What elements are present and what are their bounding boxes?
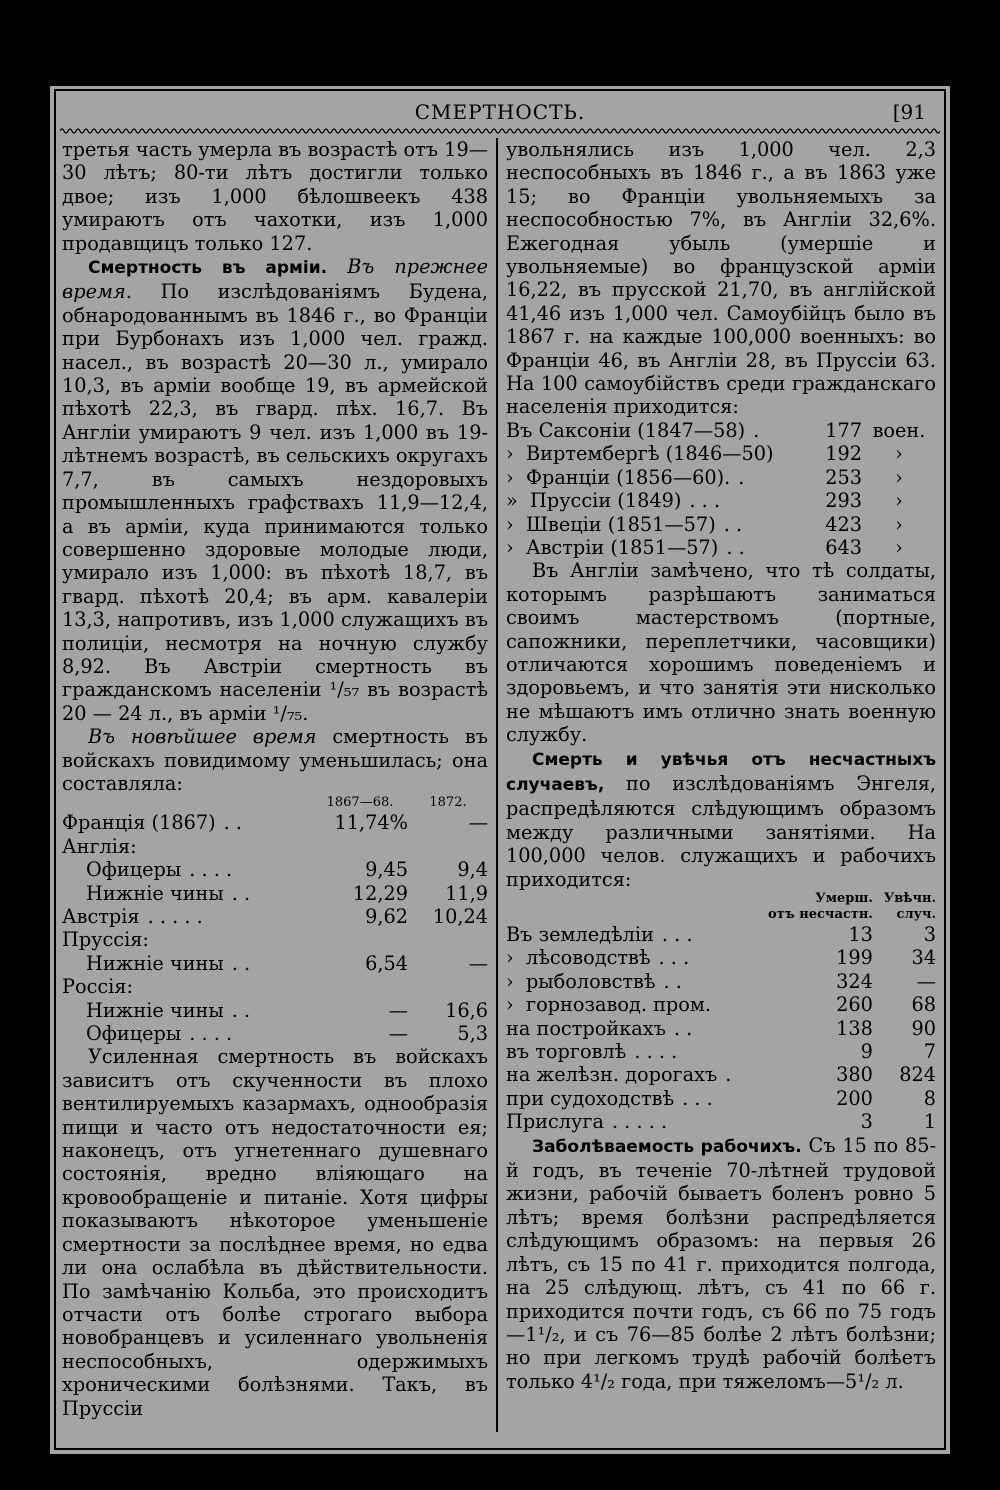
paragraph	[506, 747, 936, 891]
row-label-cell	[506, 442, 802, 465]
right-column	[506, 138, 936, 1393]
leader-dots: . .	[223, 811, 243, 835]
table-row	[506, 970, 936, 993]
accident-table	[506, 891, 936, 1134]
row-label: Въ земледѣліи	[506, 923, 654, 946]
leader-dots: . .	[231, 951, 251, 975]
row-label-cell	[506, 1040, 768, 1063]
table-row	[506, 1110, 936, 1133]
leader-dots: . .	[673, 1016, 693, 1040]
row-label-cell	[506, 970, 768, 993]
left-column	[62, 138, 488, 1420]
row-label: › Франціи (1856—60).	[506, 465, 731, 489]
row-label-cell	[506, 466, 802, 489]
table-row	[506, 1017, 936, 1040]
deaths-value: 138	[836, 1016, 873, 1040]
column-header: Увѣчн.	[883, 891, 936, 906]
table-row	[506, 923, 936, 946]
deaths-value: 260	[836, 993, 873, 1017]
table-row	[506, 1087, 936, 1110]
column-header: 1867—68.	[326, 795, 394, 811]
unit-label: ›	[895, 442, 903, 466]
frame-left-rule	[54, 89, 56, 1450]
page-number: [91	[892, 100, 926, 124]
leader-dots: .	[738, 465, 745, 489]
deaths-value: 199	[836, 946, 873, 970]
row-label: › Виртембергѣ (1846—50)	[506, 442, 774, 466]
table-row	[62, 882, 488, 905]
row-label-cell	[62, 952, 312, 975]
row-label-cell	[506, 489, 802, 512]
row-label: Нижніе чины	[86, 998, 224, 1022]
table-row	[506, 536, 936, 559]
column-header: 1872.	[429, 795, 467, 811]
leader-dots: . . .	[689, 489, 721, 513]
row-label: Нижніе чины	[86, 951, 224, 975]
suicide-value: 192	[825, 442, 862, 466]
table-row	[62, 905, 488, 928]
row-label: › Австріи (1851—57)	[506, 535, 719, 559]
unit-label: ›	[895, 489, 903, 513]
italic-phrase: Въ прежнее время.	[62, 255, 488, 304]
leader-dots: . .	[231, 881, 251, 905]
leader-dots: . . . .	[634, 1040, 678, 1064]
value-1872	[408, 835, 488, 858]
table-row	[62, 928, 488, 951]
deaths-value: 200	[836, 1086, 873, 1110]
frame-right-rule	[944, 89, 946, 1450]
table-row	[62, 975, 488, 998]
value-1867: 12,29	[352, 881, 408, 905]
row-label-cell	[62, 1022, 312, 1045]
leader-dots: .	[753, 418, 760, 442]
table-row	[506, 489, 936, 512]
value-1867: —	[388, 1022, 408, 1046]
italic-phrase: Въ новѣйшее время	[88, 725, 317, 749]
leader-dots: . . .	[661, 923, 693, 946]
paragraph-text: по изслѣдованіямъ Энгеля, распредѣляются слѣдующимъ образомъ между различными занятіями. На 100,000 челов. служащихъ и рабочихъ приходится:	[506, 771, 936, 891]
suicide-table	[506, 419, 936, 559]
table-row	[62, 811, 488, 834]
row-label-cell	[62, 905, 312, 928]
row-label: на желѣзн. дорогахъ	[506, 1063, 718, 1087]
paragraph: Въ Англіи замѣчено, что тѣ солдаты, которымъ разрѣшаютъ заниматься своимъ мастерствомъ (портные, сапожники, переплетчики, часовщики) отличаются хорошимъ поведеніемъ и здоровьемъ, и что занятія эти нисколько не мѣшаютъ имъ отлично знать военную службу.	[506, 559, 936, 747]
table-row	[506, 1040, 936, 1063]
leader-dots: . . .	[658, 946, 690, 970]
leader-dots: .	[725, 1063, 732, 1087]
row-label-cell	[62, 975, 312, 998]
value-1872	[408, 975, 488, 998]
column-header: отъ несчастн.	[768, 907, 873, 922]
suicide-value: 423	[825, 512, 862, 536]
table-row	[62, 835, 488, 858]
table-row	[62, 1022, 488, 1045]
row-label-cell	[506, 993, 768, 1016]
suicide-value: 177	[825, 418, 862, 442]
leader-dots: . .	[663, 969, 682, 993]
deaths-value: 324	[836, 969, 873, 993]
page-title: СМЕРТНОСТЬ.	[414, 100, 586, 124]
injuries-value: 1	[923, 1110, 936, 1134]
leader-dots: . . . . .	[147, 905, 203, 928]
deaths-value: 3	[860, 1110, 873, 1134]
value-1872: 9,4	[457, 858, 488, 882]
row-label: Россія:	[62, 975, 134, 999]
leader-dots: . . . . .	[612, 1110, 668, 1134]
leader-dots: . . . .	[189, 858, 233, 882]
injuries-value: 90	[911, 1016, 936, 1040]
row-label: Нижніе чины	[86, 881, 224, 905]
paragraph	[62, 725, 488, 795]
value-1872: 10,24	[432, 905, 488, 928]
injuries-value: 3	[923, 923, 936, 946]
row-label: Австрія	[62, 905, 140, 928]
row-label: Въ Саксоніи (1847—58)	[506, 418, 746, 442]
table-row	[506, 946, 936, 969]
table-row	[62, 999, 488, 1022]
paragraph-text: смертность въ войскахъ повидимому уменьшилась; она составляла:	[62, 725, 488, 795]
leader-dots: . . . .	[189, 1022, 233, 1046]
row-label-cell	[506, 1063, 768, 1086]
paragraph: Усиленная смертность въ войскахъ зависитъ отъ скученности въ плохо вентилируемыхъ казармахъ, однообразія пищи и часто отъ недостаточности ея; наконецъ, отъ угнетеннаго душевнаго состоянія, вредно вліяющаго на кровообращеніе и питаніе. Хотя цифры показываютъ нѣкоторое уменьшеніе смертности за послѣднее время, но едва ли она ослабѣла въ дѣйствительности. По замѣчанію Кольба, это происходитъ отчасти отъ болѣе строгаго выбора новобранцевъ и усиленнаго увольненія неспособныхъ, одержимыхъ хроническими болѣзнями. Такъ, въ Пруссіи	[62, 1045, 488, 1420]
value-1867	[312, 975, 408, 998]
column-header: Умерш.	[815, 891, 873, 906]
row-label-cell	[62, 882, 312, 905]
book-page	[50, 86, 950, 1454]
value-1872: 11,9	[445, 881, 488, 905]
table-row	[506, 442, 936, 465]
deaths-value: 13	[848, 923, 873, 946]
unit-label: воен.	[872, 418, 926, 442]
paragraph: третья часть умерла въ возрастѣ отъ 19—30 лѣтъ; 80-ти лѣтъ достигли только двое; изъ 1,000 бѣлошвеекъ 438 умираютъ отъ чахотки, изъ 1,000 продавщицъ только 127.	[62, 138, 488, 255]
row-label: Офицеры	[86, 858, 182, 882]
row-label-cell	[506, 1087, 768, 1110]
row-label-cell	[506, 1110, 768, 1133]
frame-bottom-rule	[54, 1448, 946, 1450]
value-1867: 9,45	[365, 858, 408, 882]
row-label-cell	[506, 536, 802, 559]
paragraph-text: Съ 15 по 85-й годъ, въ теченіе 70-лѣтней трудовой жизни, рабочій бываетъ боленъ ровно 5 лѣтъ; время болѣзни распредѣляется слѣдующимъ образомъ: на первыя 26 лѣтъ, съ 15 по 41 г. приходится полгода, на 25 слѣдующ. лѣтъ, съ 41 по 66 г. приходится почти годъ, съ 66 по 75 годъ—1¹/₂, и съ 76—85 болѣе 2 лѣтъ болѣзни; но при легкомъ трудѣ рабочій болѣетъ только 4¹/₂ года, при тяжеломъ—5¹/₂ л.	[506, 1133, 936, 1393]
row-label-cell	[506, 513, 802, 536]
injuries-value: 34	[911, 946, 936, 970]
row-label-cell	[506, 1017, 768, 1040]
injuries-value: 824	[899, 1063, 936, 1087]
row-label: Франція (1867)	[62, 811, 216, 835]
table-row	[506, 466, 936, 489]
table-row	[62, 952, 488, 975]
unit-label: ›	[895, 512, 903, 536]
injuries-value: —	[916, 969, 936, 993]
value-1872: 16,6	[445, 998, 488, 1022]
paragraph: увольнялись изъ 1,000 чел. 2,3 неспособныхъ въ 1846 г., а въ 1863 уже 15; во Франціи увольняемыхъ за неспособностью 7%, въ Англіи 32,6%. Ежегодная убыль (умершіе и увольняемые) во французской арміи 16,22, въ прусской 21,70, въ англійской 41,46 изъ 1,000 чел. Самоубійцъ было въ 1867 г. на каждые 100,000 военныхъ: во Франціи 46, въ Англіи 28, въ Пруссіи 63. На 100 самоубійствъ среди гражданскаго населенія приходится:	[506, 138, 936, 419]
suicide-value: 253	[825, 465, 862, 489]
row-label: › лѣсоводствѣ	[506, 946, 651, 970]
leader-dots: . .	[723, 512, 743, 536]
value-1872: —	[468, 811, 488, 835]
table-row	[506, 993, 936, 1016]
section-heading: Смертность въ арміи.	[88, 258, 328, 279]
unit-label: ›	[895, 465, 903, 489]
leader-dots: . .	[231, 998, 251, 1022]
value-1867: 9,62	[365, 905, 408, 928]
leader-dots: . . .	[682, 1086, 713, 1110]
wavy-rule	[60, 126, 940, 136]
row-label: › горнозавод. пром.	[506, 993, 712, 1017]
row-label: Прислуга	[506, 1110, 604, 1134]
value-1872: 5,3	[457, 1022, 488, 1046]
row-label: » Пруссіи (1849)	[506, 489, 682, 513]
row-label: на постройкахъ	[506, 1016, 666, 1040]
row-label: при судоходствѣ	[506, 1086, 675, 1110]
value-1867: 11,74%	[334, 811, 408, 835]
frame-top-rule	[54, 89, 946, 91]
value-1867	[312, 928, 408, 951]
deaths-value: 9	[860, 1040, 873, 1064]
deaths-value: 380	[836, 1063, 873, 1087]
row-label-cell	[62, 928, 312, 951]
paragraph	[62, 255, 488, 725]
table-row	[506, 419, 936, 442]
army-mortality-table	[62, 795, 488, 1045]
row-label-cell	[506, 946, 768, 969]
row-label-cell	[506, 419, 802, 442]
column-header: случ.	[896, 907, 936, 922]
row-label-cell	[62, 999, 312, 1022]
value-1867: —	[388, 998, 408, 1022]
value-1867: 6,54	[365, 951, 408, 975]
suicide-value: 643	[825, 535, 862, 559]
injuries-value: 68	[911, 993, 936, 1017]
paragraph-text: По изслѣдованіямъ Будена, обнародованнымъ въ 1846 г., во Франціи при Бурбонахъ изъ 1,000 чел. гражд. насел., въ возрастѣ 20—30 л., умирало 10,3, въ арміи вообще 19, въ армейской пѣхотѣ 22,3, въ гвард. пѣх. 16,7. Въ Англіи умираютъ 9 чел. изъ 1,000 въ 19-лѣтнемъ возрастѣ, въ сельскихъ округахъ 7,7, въ самыхъ нездоровыхъ промышленныхъ графствахъ 11,9—12,4, а въ арміи, куда принимаются только совершенно здоровые молодые люди, умирало изъ 1,000: въ пѣхотѣ 18,7, въ гвард. пѣхотѣ 20,4; въ арм. кавалеріи 13,3, напротивъ, изъ 1,000 служащихъ въ полиціи, несмотря на ночную службу 8,92. Въ Австріи смертность въ гражданскомъ населеніи ¹/₅₇ въ возрастѣ 20 — 24 л., въ арміи ¹/₇₅.	[62, 280, 488, 725]
page-header	[60, 98, 940, 124]
section-heading: Заболѣваемость рабочихъ.	[532, 1136, 802, 1157]
leader-dots: . .	[726, 535, 745, 559]
column-divider	[496, 138, 498, 1432]
row-label: Офицеры	[86, 1022, 182, 1046]
value-1867	[312, 835, 408, 858]
unit-label: ›	[895, 535, 903, 559]
table-row	[62, 858, 488, 881]
row-label: Пруссія:	[62, 928, 149, 952]
row-label: въ торговлѣ	[506, 1040, 627, 1064]
section-heading: Смерть и увѣчья отъ несчастныхъ случаевъ,	[506, 749, 936, 795]
table-row	[506, 1063, 936, 1086]
injuries-value: 7	[923, 1040, 936, 1064]
table-row	[506, 513, 936, 536]
row-label: › рыболовствѣ	[506, 969, 656, 993]
row-label: Англія:	[62, 834, 137, 858]
value-1872: —	[468, 951, 488, 975]
row-label-cell	[62, 811, 312, 834]
row-label: › Швеціи (1851—57)	[506, 512, 716, 536]
paragraph	[506, 1134, 936, 1393]
row-label-cell	[62, 858, 312, 881]
injuries-value: 8	[923, 1086, 936, 1110]
suicide-value: 293	[825, 489, 862, 513]
row-label-cell	[506, 923, 768, 946]
row-label-cell	[62, 835, 312, 858]
value-1872	[408, 928, 488, 951]
